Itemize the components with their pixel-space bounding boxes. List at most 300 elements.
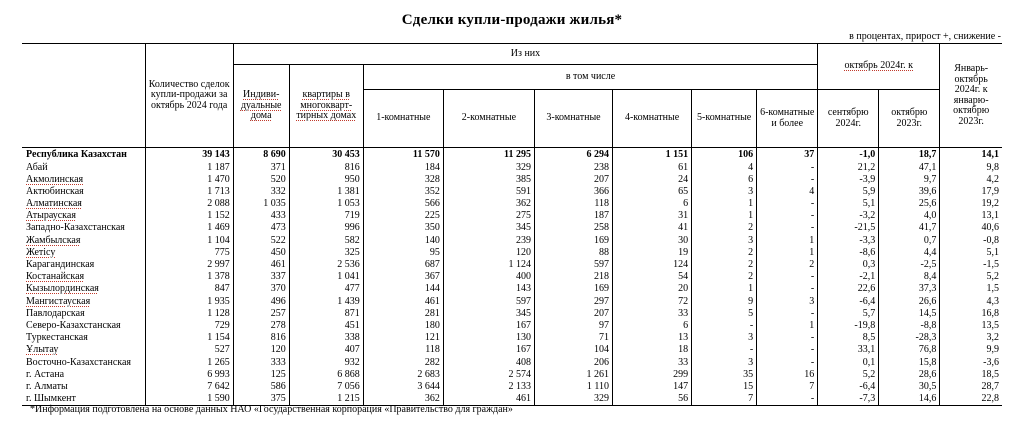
table-cell: 143: [443, 283, 534, 295]
oct2024-to-header: октябрь 2024г. к: [818, 44, 940, 90]
table-cell: 35: [692, 368, 757, 380]
table-cell: -0,8: [940, 234, 1002, 246]
table-cell: 6: [613, 320, 692, 332]
table-cell: 13,5: [940, 320, 1002, 332]
table-cell: 19: [613, 247, 692, 259]
table-cell: 366: [534, 186, 612, 198]
table-cell: 106: [692, 148, 757, 162]
table-cell: 2 536: [289, 259, 363, 271]
table-cell: -: [757, 173, 818, 185]
table-cell: 37,3: [879, 283, 940, 295]
table-cell: 4: [692, 161, 757, 173]
housing-deals-table: [22, 43, 1002, 406]
table-cell: 591: [443, 186, 534, 198]
table-row: [22, 368, 1002, 380]
table-cell: -6,4: [818, 381, 879, 393]
table-cell: 2 574: [443, 368, 534, 380]
table-cell: 14,5: [879, 307, 940, 319]
region-name: Павлодарская: [26, 307, 85, 319]
table-cell: 15: [692, 381, 757, 393]
table-cell: 1 110: [534, 381, 612, 393]
table-cell: 520: [233, 173, 289, 185]
table-cell: -3,6: [940, 356, 1002, 368]
table-cell: 9: [692, 295, 757, 307]
region-name: Республика Казахстан: [22, 148, 145, 162]
table-row: [22, 344, 1002, 356]
table-cell: -: [757, 344, 818, 356]
table-cell: 522: [233, 234, 289, 246]
table-cell: 2: [692, 259, 757, 271]
table-cell: 1 035: [233, 198, 289, 210]
table-cell: 207: [534, 173, 612, 185]
page-title: Сделки купли-продажи жилья*: [401, 12, 623, 28]
table-cell: 41,7: [879, 222, 940, 234]
table-cell: 1,5: [940, 283, 1002, 295]
table-cell: 207: [534, 307, 612, 319]
table-cell: 167: [443, 320, 534, 332]
including-header: в том числе: [363, 65, 817, 90]
table-cell: 169: [534, 283, 612, 295]
table-row: [22, 320, 1002, 332]
table-cell: 30: [613, 234, 692, 246]
of-them-header: Из них: [233, 44, 818, 65]
region-name: г. Алматы: [26, 380, 68, 392]
table-cell: 31: [613, 210, 692, 222]
table-cell: 345: [443, 307, 534, 319]
table-cell: -: [757, 283, 818, 295]
table-cell: 1 470: [145, 173, 233, 185]
table-cell: 30 453: [289, 148, 363, 162]
table-cell: 22,6: [818, 283, 879, 295]
table-cell: 7: [692, 393, 757, 406]
region-name: Кызылординская: [26, 283, 99, 295]
table-cell: 6 294: [534, 148, 612, 162]
table-cell: 345: [443, 222, 534, 234]
region-name: г. Астана: [26, 368, 65, 380]
table-cell: 4,3: [940, 295, 1002, 307]
table-cell: 1 215: [289, 393, 363, 406]
table-cell: 719: [289, 210, 363, 222]
table-cell: 375: [233, 393, 289, 406]
table-cell: -3,3: [818, 234, 879, 246]
rooms-2-header: 2-комнатные: [443, 90, 534, 148]
region-name: Туркестанская: [26, 332, 88, 344]
table-cell: -: [757, 307, 818, 319]
table-row: [22, 198, 1002, 210]
table-cell: 47,1: [879, 161, 940, 173]
region-header: [22, 44, 145, 148]
table-cell: 13,1: [940, 210, 1002, 222]
table-cell: 6: [692, 173, 757, 185]
table-cell: -28,3: [879, 332, 940, 344]
table-row: [22, 234, 1002, 246]
table-cell: 1 439: [289, 295, 363, 307]
table-row: [22, 161, 1002, 173]
table-cell: 597: [534, 259, 612, 271]
table-cell: 996: [289, 222, 363, 234]
table-cell: 775: [145, 247, 233, 259]
table-cell: 2 683: [363, 368, 443, 380]
table-cell: 1: [692, 210, 757, 222]
rooms-4-header: 4-комнатные: [613, 90, 692, 148]
table-cell: 2: [757, 259, 818, 271]
table-row: [22, 148, 1002, 162]
table-cell: 72: [613, 295, 692, 307]
region-name: Алматинская: [26, 198, 82, 210]
table-cell: 328: [363, 173, 443, 185]
table-cell: 7 642: [145, 381, 233, 393]
table-cell: 169: [534, 234, 612, 246]
table-cell: 9,7: [879, 173, 940, 185]
table-cell: 281: [363, 307, 443, 319]
footnote: *Информация подготовлена на основе данных НАО «Государственная корпорация «Правительство для граждан»: [30, 404, 513, 415]
table-cell: 5,2: [940, 271, 1002, 283]
region-name: Атырауская: [26, 210, 76, 222]
table-cell: 1 935: [145, 295, 233, 307]
region-name: Актюбинская: [26, 185, 84, 197]
table-cell: 33: [613, 307, 692, 319]
rooms-3-header: 3-комнатные: [534, 90, 612, 148]
table-cell: 362: [363, 393, 443, 406]
table-cell: 2: [692, 247, 757, 259]
table-cell: 19,2: [940, 198, 1002, 210]
table-cell: 450: [233, 247, 289, 259]
table-cell: 28,6: [879, 368, 940, 380]
table-cell: 496: [233, 295, 289, 307]
region-name: Восточно-Казахстанская: [26, 356, 132, 368]
table-cell: 71: [534, 332, 612, 344]
region-name: г. Шымкент: [22, 393, 145, 406]
table-cell: 1 469: [145, 222, 233, 234]
table-cell: 352: [363, 186, 443, 198]
table-cell: 20: [613, 283, 692, 295]
table-cell: 3: [692, 332, 757, 344]
region-name: Карагандинская: [26, 259, 95, 271]
table-cell: 477: [289, 283, 363, 295]
count-header: Количество сделок купли-продажи за октябрь 2024 года: [145, 44, 233, 148]
table-cell: 1 265: [145, 356, 233, 368]
table-row: [22, 173, 1002, 185]
table-cell: 257: [233, 307, 289, 319]
table-cell: 7 056: [289, 381, 363, 393]
region-name: Ұлытау: [26, 344, 59, 356]
region-name: Жетісу: [26, 246, 56, 258]
table-cell: 332: [233, 186, 289, 198]
table-cell: 5,7: [818, 307, 879, 319]
table-cell: 8 690: [233, 148, 289, 162]
table-cell: 687: [363, 259, 443, 271]
table-cell: 120: [233, 344, 289, 356]
table-cell: 2 088: [145, 198, 233, 210]
table-cell: 566: [363, 198, 443, 210]
table-cell: 1 104: [145, 234, 233, 246]
region-name: Мангистауская: [26, 295, 91, 307]
table-cell: 871: [289, 307, 363, 319]
table-cell: 1 041: [289, 271, 363, 283]
table-cell: 104: [534, 344, 612, 356]
table-cell: 56: [613, 393, 692, 406]
table-cell: 1: [757, 234, 818, 246]
table-cell: 1 187: [145, 161, 233, 173]
table-cell: 1: [757, 320, 818, 332]
table-cell: 1 128: [145, 307, 233, 319]
table-cell: 2 997: [145, 259, 233, 271]
table-cell: 76,8: [879, 344, 940, 356]
table-cell: 847: [145, 283, 233, 295]
table-cell: 0,1: [818, 356, 879, 368]
table-cell: 6 993: [145, 368, 233, 380]
table-cell: 1 154: [145, 332, 233, 344]
table-cell: 586: [233, 381, 289, 393]
table-cell: 18: [613, 344, 692, 356]
table-cell: 14,6: [879, 393, 940, 406]
table-cell: 187: [534, 210, 612, 222]
table-cell: 1 713: [145, 186, 233, 198]
table-cell: 37: [757, 148, 818, 162]
table-cell: -3,2: [818, 210, 879, 222]
table-cell: 54: [613, 271, 692, 283]
table-cell: 22,8: [940, 393, 1002, 406]
apartments-header: квартиры в многокварт-тирных домах: [289, 65, 363, 148]
table-cell: 17,9: [940, 186, 1002, 198]
table-cell: -: [692, 344, 757, 356]
table-cell: 1 053: [289, 198, 363, 210]
table-cell: 3,2: [940, 332, 1002, 344]
table-row: [22, 186, 1002, 198]
table-cell: 24: [613, 173, 692, 185]
rooms-1-header: 1-комнатные: [363, 90, 443, 148]
table-cell: 218: [534, 271, 612, 283]
table-cell: 238: [534, 161, 612, 173]
region-name: Акмолинская: [26, 173, 84, 185]
table-cell: 147: [613, 381, 692, 393]
table-cell: 97: [534, 320, 612, 332]
region-name: Абай: [26, 161, 48, 173]
table-cell: 33,1: [818, 344, 879, 356]
table-cell: -6,4: [818, 295, 879, 307]
table-row: [22, 332, 1002, 344]
region-name: Западно-Казахстанская: [26, 222, 125, 234]
table-cell: 4: [757, 186, 818, 198]
table-body: [22, 148, 1002, 406]
table-cell: 451: [289, 320, 363, 332]
table-cell: 14,1: [940, 148, 1002, 162]
table-cell: 278: [233, 320, 289, 332]
table-cell: 16,8: [940, 307, 1002, 319]
table-cell: -: [757, 356, 818, 368]
table-cell: 15,8: [879, 356, 940, 368]
table-cell: 239: [443, 234, 534, 246]
table-cell: 461: [233, 259, 289, 271]
table-cell: -: [757, 332, 818, 344]
table-cell: 167: [443, 344, 534, 356]
table-cell: 5,2: [818, 368, 879, 380]
table-cell: 1 151: [613, 148, 692, 162]
table-cell: 28,7: [940, 381, 1002, 393]
table-cell: 362: [443, 198, 534, 210]
table-cell: -: [757, 161, 818, 173]
table-cell: 6: [613, 198, 692, 210]
table-cell: 30,5: [879, 381, 940, 393]
table-cell: 385: [443, 173, 534, 185]
table-cell: 367: [363, 271, 443, 283]
table-cell: 140: [363, 234, 443, 246]
table-row: [22, 210, 1002, 222]
table-cell: -: [757, 393, 818, 406]
table-cell: -8,8: [879, 320, 940, 332]
table-cell: 121: [363, 332, 443, 344]
table-cell: 4,4: [879, 247, 940, 259]
table-cell: 125: [233, 368, 289, 380]
table-cell: 11 570: [363, 148, 443, 162]
october-2023-header: октябрю 2023г.: [879, 90, 940, 148]
table-cell: 1 378: [145, 271, 233, 283]
table-cell: -7,3: [818, 393, 879, 406]
table-row: [22, 247, 1002, 259]
table-cell: 120: [443, 247, 534, 259]
table-cell: 299: [613, 368, 692, 380]
table-cell: 1 590: [145, 393, 233, 406]
table-cell: -1,5: [940, 259, 1002, 271]
table-cell: -3,9: [818, 173, 879, 185]
table-cell: 932: [289, 356, 363, 368]
table-cell: 3: [757, 295, 818, 307]
table-cell: 95: [363, 247, 443, 259]
table-cell: 371: [233, 161, 289, 173]
table-cell: 39 143: [145, 148, 233, 162]
table-cell: 118: [534, 198, 612, 210]
table-cell: 1: [757, 247, 818, 259]
table-cell: 26,6: [879, 295, 940, 307]
table-cell: 225: [363, 210, 443, 222]
table-cell: 297: [534, 295, 612, 307]
rooms-6-header: 6-комнатные и более: [757, 90, 818, 148]
table-cell: 33: [613, 356, 692, 368]
table-cell: 275: [443, 210, 534, 222]
table-cell: 3 644: [363, 381, 443, 393]
table-cell: 1 124: [443, 259, 534, 271]
table-cell: 41: [613, 222, 692, 234]
units-note: в процентах, прирост +, снижение -: [849, 31, 1001, 42]
september-2024-header: сентябрю 2024г.: [818, 90, 879, 148]
table-cell: 461: [443, 393, 534, 406]
table-row: [22, 271, 1002, 283]
table-row: [22, 295, 1002, 307]
individual-houses-header: Индиви-дуальные дома: [233, 65, 289, 148]
table-cell: 816: [233, 332, 289, 344]
table-cell: 118: [363, 344, 443, 356]
table-cell: 337: [233, 271, 289, 283]
table-cell: 4,0: [879, 210, 940, 222]
table-cell: 461: [363, 295, 443, 307]
table-cell: 144: [363, 283, 443, 295]
table-cell: 950: [289, 173, 363, 185]
table-cell: 816: [289, 161, 363, 173]
table-cell: 407: [289, 344, 363, 356]
table-cell: 40,6: [940, 222, 1002, 234]
table-cell: 65: [613, 186, 692, 198]
table-cell: 206: [534, 356, 612, 368]
table-cell: 1 152: [145, 210, 233, 222]
table-cell: -1,0: [818, 148, 879, 162]
table-cell: -8,6: [818, 247, 879, 259]
table-cell: 400: [443, 271, 534, 283]
table-cell: 370: [233, 283, 289, 295]
table-cell: 1: [692, 198, 757, 210]
table-cell: -2,1: [818, 271, 879, 283]
table-cell: -: [757, 198, 818, 210]
table-cell: 333: [233, 356, 289, 368]
table-cell: 180: [363, 320, 443, 332]
table-cell: 258: [534, 222, 612, 234]
table-cell: 16: [757, 368, 818, 380]
table-cell: 325: [289, 247, 363, 259]
table-row: [22, 222, 1002, 234]
table-row: [22, 381, 1002, 393]
table-cell: -: [757, 222, 818, 234]
jan-oct-header: Январь-октябрь 2024г. к январю-октябрю 2023г.: [940, 44, 1002, 148]
table-cell: -: [692, 320, 757, 332]
table-cell: 18,5: [940, 368, 1002, 380]
table-cell: 13: [613, 332, 692, 344]
table-cell: 8,5: [818, 332, 879, 344]
table-cell: 729: [145, 320, 233, 332]
table-cell: 282: [363, 356, 443, 368]
table-cell: 61: [613, 161, 692, 173]
table-cell: 433: [233, 210, 289, 222]
table-cell: 5,1: [818, 198, 879, 210]
table-cell: 7: [757, 381, 818, 393]
rooms-5-header: 5-комнатные: [692, 90, 757, 148]
table-row: [22, 307, 1002, 319]
table-row: [22, 356, 1002, 368]
table-cell: 3: [692, 186, 757, 198]
table-cell: 1: [692, 283, 757, 295]
region-name: Северо-Казахстанская: [26, 319, 121, 331]
table-cell: 5: [692, 307, 757, 319]
table-cell: 338: [289, 332, 363, 344]
table-row: [22, 283, 1002, 295]
table-cell: 329: [534, 393, 612, 406]
table-cell: 0,3: [818, 259, 879, 271]
table-cell: 2: [692, 271, 757, 283]
table-cell: 527: [145, 344, 233, 356]
table-cell: -2,5: [879, 259, 940, 271]
table-cell: 8,4: [879, 271, 940, 283]
table-cell: 130: [443, 332, 534, 344]
table-cell: 0,7: [879, 234, 940, 246]
table-cell: 6 868: [289, 368, 363, 380]
table-cell: 582: [289, 234, 363, 246]
table-cell: -: [757, 210, 818, 222]
table-cell: 124: [613, 259, 692, 271]
table-row: [22, 259, 1002, 271]
table-cell: 5,9: [818, 186, 879, 198]
table-cell: -: [757, 271, 818, 283]
table-cell: 1 381: [289, 186, 363, 198]
table-cell: 4,2: [940, 173, 1002, 185]
table-cell: 350: [363, 222, 443, 234]
table-cell: -21,5: [818, 222, 879, 234]
table-cell: 9,9: [940, 344, 1002, 356]
table-cell: 3: [692, 356, 757, 368]
region-name: Жамбылская: [26, 234, 81, 246]
table-cell: 5,1: [940, 247, 1002, 259]
table-cell: 11 295: [443, 148, 534, 162]
table-cell: 39,6: [879, 186, 940, 198]
table-cell: 408: [443, 356, 534, 368]
table-cell: 329: [443, 161, 534, 173]
